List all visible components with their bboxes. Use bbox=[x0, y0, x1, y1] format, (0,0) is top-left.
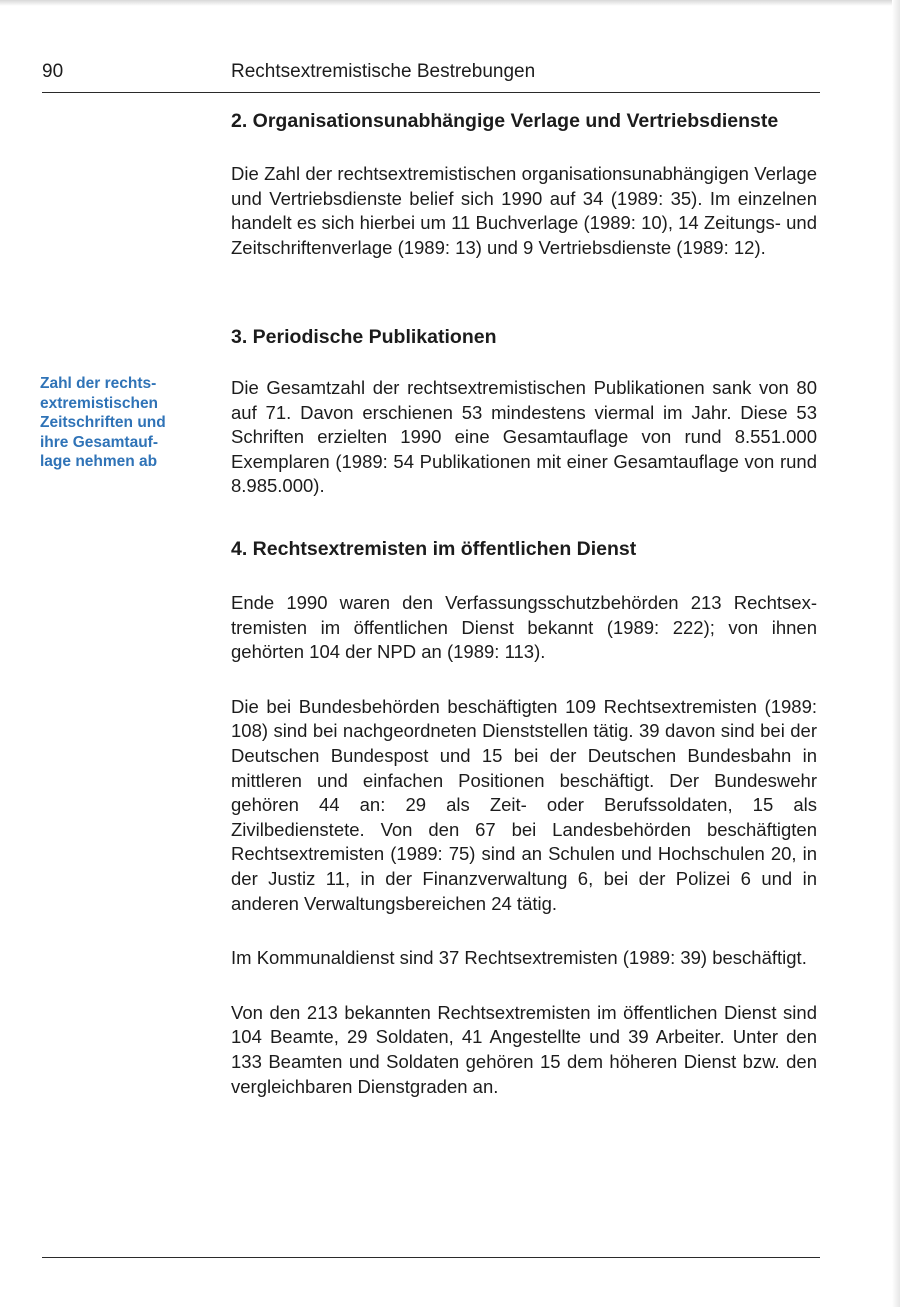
page-number: 90 bbox=[42, 61, 64, 82]
paragraph: Die Gesamtzahl der rechtsextremistischen Publikationen sank von 80 auf 71. Davon erschienen 53 mindestens viermal im Jahr. Diese 53 Schriften erzielten 1990 eine Gesamtauflage von rund 8.551.000 Exemplaren (1989: 54 Publikationen mit einer Gesamtauflage von rund 8.985.000). bbox=[231, 377, 817, 497]
paragraph: Die bei Bundesbehörden beschäftigten 109 Rechtsextremisten (1989: 108) sind bei nachgeordneten Dienststellen tätig. 39 davon sind bei der Deutschen Bundespost und 15 bei der Deutschen Bundesbahn in mittleren und einfachen Positionen beschäftigt. Der Bundeswehr gehören 44 an: 29 als Zeit- oder Berufssoldaten, 15 als Zivilbedienstete. Von den 67 bei Landesbehörden beschäftigten Rechtsextremisten (1989: 75) sind an Schulen und Hochschulen 20, in der Justiz 11, in der Finanzverwaltung 6, bei der Polizei 6 und in anderen Verwaltungsbereichen 24 tätig. bbox=[231, 695, 817, 914]
section-heading: 2. Organisationsunabhängige Verlage und Vertriebsdienste bbox=[231, 110, 779, 132]
footer-rule bbox=[42, 1257, 820, 1258]
section-heading: 3. Periodische Publikationen bbox=[231, 326, 497, 348]
running-title: Rechtsextremistische Bestrebungen bbox=[231, 61, 536, 82]
paragraph: Im Kommunaldienst sind 37 Rechtsextremisten (1989: 39) beschäftigt. bbox=[231, 947, 807, 969]
section-publikationen bbox=[231, 325, 817, 499]
page-right-shadow bbox=[892, 0, 900, 1307]
margin-note-line: Zeitschriften und bbox=[40, 414, 166, 431]
paragraph: Ende 1990 waren den Verfassungsschutzbehörden 213 Rechtsextremisten im öffentlichen Dienst bekannt (1989: 222); von ihnen gehörten 104 der NPD an (1989: 113). bbox=[231, 592, 817, 663]
page-top-shadow bbox=[0, 0, 900, 6]
margin-note-line: Zahl der rechts- bbox=[40, 375, 157, 392]
margin-note bbox=[40, 374, 200, 472]
margin-note-line: ihre Gesamtauf- bbox=[40, 433, 159, 451]
header-rule bbox=[42, 92, 820, 93]
paragraph: Die Zahl der rechtsextremistischen organisationsunabhängigen Verlage und Vertriebsdienste belief sich 1990 auf 34 (1989: 35). Im einzelnen handelt es sich hierbei um 11 Buchverlage (1989: 10), 14 Zeitungs- und Zeitschriftenverlage (1989: 13) und 9 Vertriebsdienste (1989: 12). bbox=[231, 163, 817, 258]
margin-note-line: lage nehmen ab bbox=[40, 453, 158, 470]
section-oeffentlicher-dienst bbox=[231, 537, 817, 1099]
section-heading: 4. Rechtsextremisten im öffentlichen Dienst bbox=[231, 538, 637, 560]
section-verlage bbox=[231, 109, 817, 260]
margin-note-line: extremistischen bbox=[40, 394, 159, 412]
paragraph: Von den 213 bekannten Rechtsextremisten im öffentlichen Dienst sind 104 Beamte, 29 Soldaten, 41 Angestellte und 39 Arbeiter. Unter den 133 Beamten und Soldaten gehören 15 dem höheren Dienst bzw. den vergleichbaren Dienstgraden an. bbox=[231, 1001, 817, 1097]
